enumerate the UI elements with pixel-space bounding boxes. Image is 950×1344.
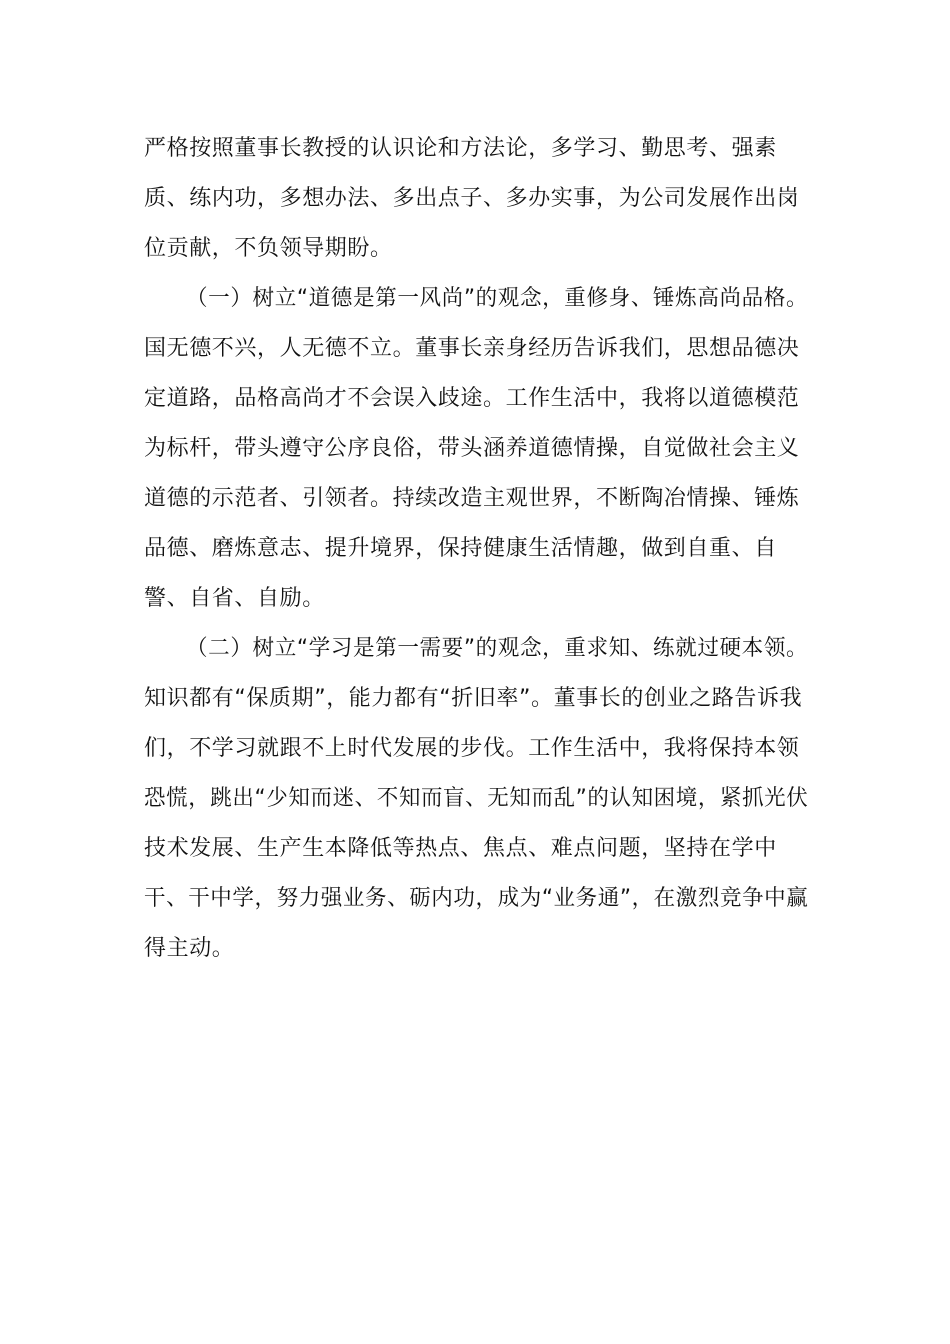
paragraph-line: 干、干中学，努力强业务、砺内功，成为“业务通”，在激烈竞争中赢 bbox=[144, 886, 809, 911]
paragraph-line: 警、自省、自励。 bbox=[144, 586, 325, 611]
paragraph-line: 品德、磨炼意志、提升境界，保持健康生活情趣，做到自重、自 bbox=[144, 536, 777, 561]
section-heading-2: （二）树立“学习是第一需要”的观念，重求知、练就过硬本领。 bbox=[186, 636, 809, 661]
paragraph-line: 们，不学习就跟不上时代发展的步伐。工作生活中，我将保持本领 bbox=[144, 736, 800, 761]
paragraph-line: 道德的示范者、引领者。持续改造主观世界，不断陶冶情操、锤炼 bbox=[144, 486, 800, 511]
section-heading-1: （一）树立“道德是第一风尚”的观念，重修身、锤炼高尚品格。 bbox=[186, 286, 809, 311]
paragraph-line: 国无德不兴，人无德不立。董事长亲身经历告诉我们，思想品德决 bbox=[144, 336, 800, 361]
paragraph-line: 严格按照董事长教授的认识论和方法论，多学习、勤思考、强素 bbox=[144, 136, 777, 161]
paragraph-line: 位贡献，不负领导期盼。 bbox=[144, 236, 393, 261]
paragraph-line: 技术发展、生产生本降低等热点、焦点、难点问题，坚持在学中 bbox=[144, 836, 777, 861]
paragraph-line: 定道路，品格高尚才不会误入歧途。工作生活中，我将以道德模范 bbox=[144, 386, 800, 411]
paragraph-line: 得主动。 bbox=[144, 936, 235, 961]
paragraph-line: 知识都有“保质期”，能力都有“折旧率”。董事长的创业之路告诉我 bbox=[144, 686, 803, 711]
paragraph-line: 质、练内功，多想办法、多出点子、多办实事，为公司发展作出岗 bbox=[144, 186, 800, 211]
paragraph-line: 恐慌，跳出“少知而迷、不知而盲、无知而乱”的认知困境，紧抓光伏 bbox=[144, 786, 809, 811]
paragraph-line: 为标杆，带头遵守公序良俗，带头涵养道德情操，自觉做社会主义 bbox=[144, 436, 800, 461]
